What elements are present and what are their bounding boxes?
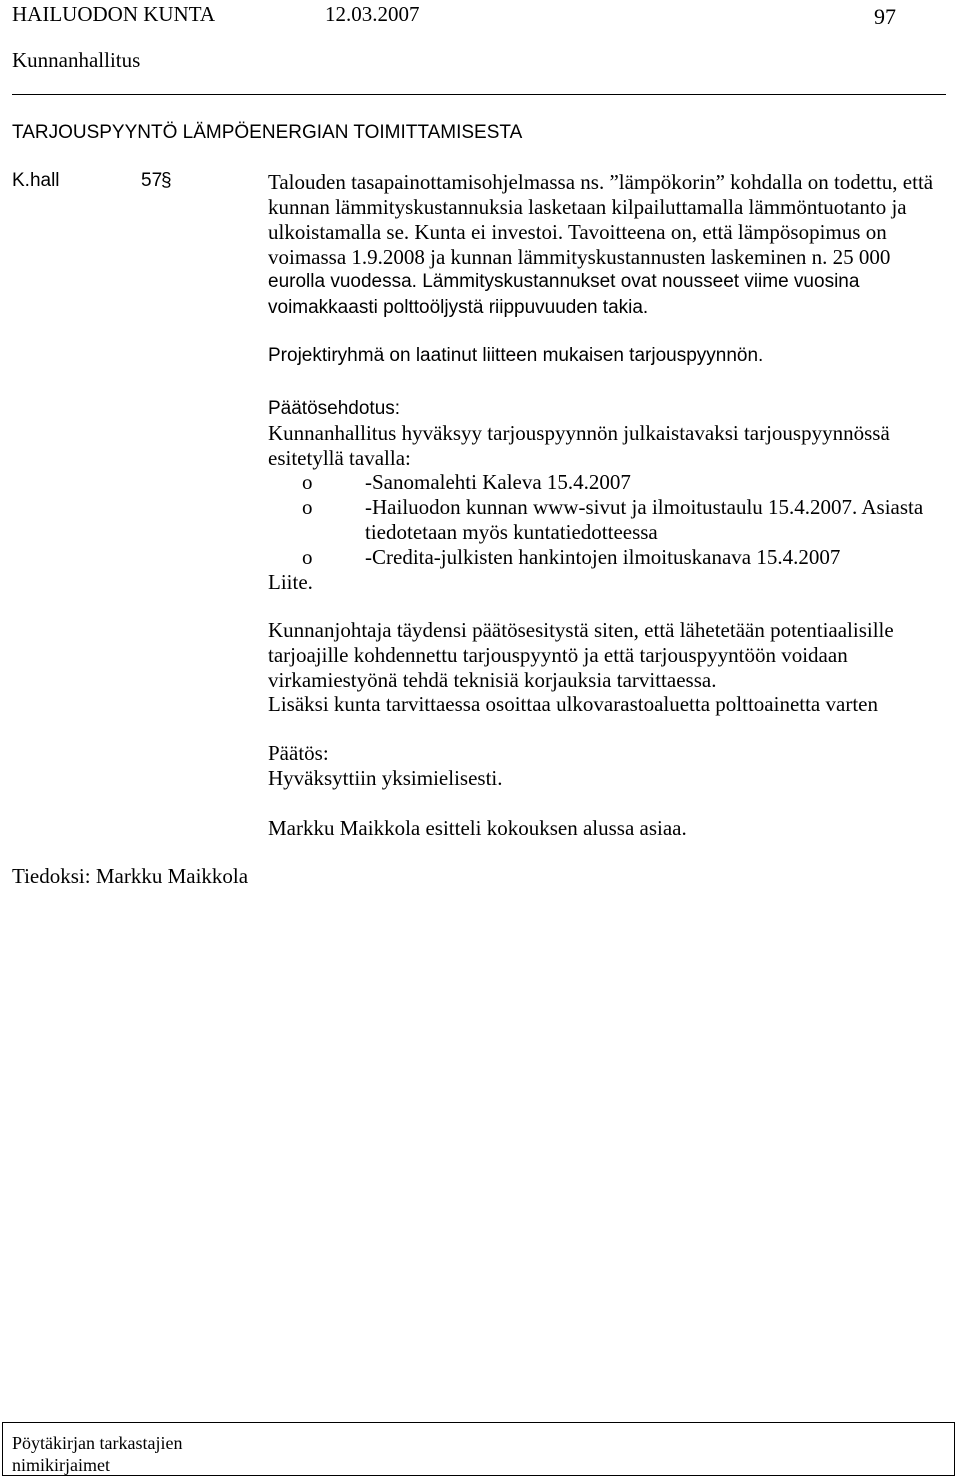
- attachment-note: Liite.: [268, 570, 313, 594]
- proposal-label: Päätösehdotus:: [268, 398, 401, 419]
- decision-label: Päätös:: [268, 741, 329, 765]
- addendum-line: virkamiestyönä tehdä teknisiä korjauksia tarvittaessa.: [268, 668, 717, 692]
- intro-line: Talouden tasapainottamisohjelmassa ns. ”lämpökorin” kohdalla on todettu, että: [268, 170, 934, 194]
- item-number: 57: [141, 170, 163, 191]
- signature-label-line: nimikirjaimet: [12, 1455, 110, 1475]
- proposal-line: esitetyllä tavalla:: [268, 446, 411, 470]
- addendum-line: tarjoajille kohdennettu tarjouspyyntö ja että tarjouspyyntöön voidaan: [268, 643, 848, 667]
- proposal-line: Kunnanhallitus hyväksyy tarjouspyynnön julkaistavaksi tarjouspyynnössä: [268, 421, 890, 445]
- page-number: 97: [874, 4, 896, 29]
- signature-label: [12, 1432, 232, 1476]
- bullet-item: -Sanomalehti Kaleva 15.4.2007: [365, 470, 631, 494]
- bullet-item-continuation: tiedotetaan myös kuntatiedotteessa: [365, 520, 658, 544]
- bullet-item: -Hailuodon kunnan www-sivut ja ilmoitustaulu 15.4.2007. Asiasta: [365, 495, 924, 519]
- bullet-marker: o: [302, 545, 313, 569]
- project-line: Projektiryhmä on laatinut liitteen mukaisen tarjouspyynnön.: [268, 345, 764, 366]
- item-org: K.hall: [12, 170, 60, 191]
- intro-line: ulkoistamalla se. Kunta ei investoi. Tavoitteena on, että lämpösopimus on: [268, 220, 887, 244]
- meeting-date: 12.03.2007: [325, 2, 420, 26]
- intro-line: voimassa 1.9.2008 ja kunnan lämmityskustannusten laskeminen n. 25 000: [268, 245, 891, 269]
- bullet-item: -Credita-julkisten hankintojen ilmoituskanava 15.4.2007: [365, 545, 841, 569]
- addendum-line: Lisäksi kunta tarvittaessa osoittaa ulkovarastoaluetta polttoainetta varten: [268, 692, 878, 716]
- presenter-note: Markku Maikkola esitteli kokouksen alussa asiaa.: [268, 816, 687, 840]
- bullet-marker: o: [302, 495, 313, 519]
- addendum-line: Kunnanjohtaja täydensi päätösesitystä siten, että lähetetään potentiaalisille: [268, 618, 894, 642]
- municipality-name: HAILUODON KUNTA: [12, 2, 216, 26]
- header-divider: [12, 94, 946, 95]
- decision-text: Hyväksyttiin yksimielisesti.: [268, 766, 503, 790]
- section-sign: §: [161, 170, 172, 191]
- distribution-info: Tiedoksi: Markku Maikkola: [12, 864, 249, 888]
- bullet-marker: o: [302, 470, 313, 494]
- intro-line: eurolla vuodessa. Lämmityskustannukset ovat nousseet viime vuosina: [268, 271, 860, 292]
- intro-line: voimakkaasti polttoöljystä riippuvuuden takia.: [268, 297, 649, 318]
- signature-label-line: Pöytäkirjan tarkastajien: [12, 1433, 183, 1453]
- section-title: TARJOUSPYYNTÖ LÄMPÖENERGIAN TOIMITTAMISESTA: [12, 122, 523, 143]
- governing-body: Kunnanhallitus: [12, 48, 141, 72]
- intro-line: kunnan lämmityskustannuksia lasketaan kilpailuttamalla lämmöntuotanto ja: [268, 195, 907, 219]
